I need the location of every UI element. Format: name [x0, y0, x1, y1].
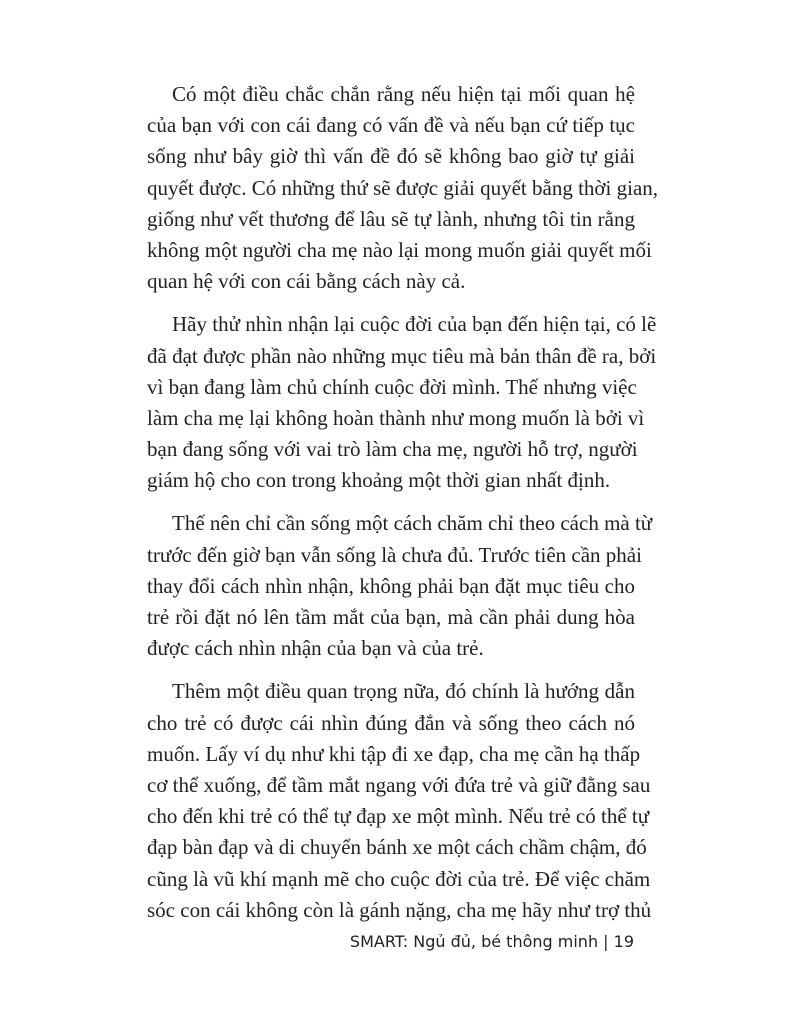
text-line: giám hộ cho con trong khoảng một thời gian nhất định.: [147, 468, 611, 493]
text-line: Hãy thử nhìn nhận lại cuộc đời của bạn đến hiện tại, có lẽ: [172, 312, 657, 337]
text-line: Thêm một điều quan trọng nữa, đó chính là hướng dẫn: [172, 679, 635, 704]
text-line: vì bạn đang làm chủ chính cuộc đời mình. Thế nhưng việc: [147, 374, 637, 399]
text-line: làm cha mẹ lại không hoàn thành như mong muốn là bởi vì: [147, 405, 645, 430]
text-line: giống như vết thương để lâu sẽ tự lành, nhưng tôi tin rằng: [147, 206, 635, 231]
text-line: được cách nhìn nhận của bạn và của trẻ.: [147, 636, 484, 661]
text-line: sống như bây giờ thì vấn đề đó sẽ không bao giờ tự giải: [147, 144, 635, 169]
text-line: đạp bàn đạp và di chuyển bánh xe một cách chầm chậm, đó: [147, 835, 647, 860]
text-line: cho đến khi trẻ có thể tự đạp xe một mình. Nếu trẻ có thể tự: [147, 804, 650, 829]
paragraph: [147, 309, 657, 496]
text-line: muốn. Lấy ví dụ như khi tập đi xe đạp, cha mẹ cần hạ thấp: [147, 741, 641, 766]
text-line: bạn đang sống với vai trò làm cha mẹ, người hỗ trợ, người: [147, 437, 638, 462]
text-line: sóc con cái không còn là gánh nặng, cha mẹ hãy như trợ thủ: [147, 897, 652, 922]
text-line: thay đổi cách nhìn nhận, không phải bạn đặt mục tiêu cho: [147, 573, 635, 598]
text-line: cho trẻ có được cái nhìn đúng đắn và sống theo cách nó: [147, 710, 635, 735]
text-line: của bạn với con cái đang có vấn đề và nếu bạn cứ tiếp tục: [147, 113, 635, 138]
page-body: [147, 79, 659, 938]
text-line: trẻ rồi đặt nó lên tầm mắt của bạn, mà cần phải dung hòa: [147, 605, 635, 629]
text-line: không một người cha mẹ nào lại mong muốn giải quyết mối: [147, 237, 652, 262]
text-line: quyết được. Có những thứ sẽ được giải quyết bằng thời gian,: [147, 175, 659, 200]
running-footer: SMART: Ngủ đủ, bé thông minh | 19: [349, 932, 634, 951]
text-line: đã đạt được phần nào những mục tiêu mà bản thân đề ra, bởi: [147, 343, 657, 368]
text-line: Có một điều chắc chắn rằng nếu hiện tại mối quan hệ: [172, 82, 635, 106]
text-line: trước đến giờ bạn vẫn sống là chưa đủ. Trước tiên cần phải: [147, 542, 642, 567]
text-line: cũng là vũ khí mạnh mẽ cho cuộc đời của trẻ. Để việc chăm: [147, 866, 651, 891]
paragraph: [147, 676, 652, 926]
paragraph: [147, 79, 659, 297]
paragraph: [147, 508, 653, 664]
text-line: Thế nên chỉ cần sống một cách chăm chỉ theo cách mà từ: [172, 511, 653, 536]
text-line: cơ thể xuống, để tầm mắt ngang với đứa trẻ và giữ đằng sau: [147, 772, 651, 797]
text-line: quan hệ với con cái bằng cách này cả.: [147, 269, 466, 294]
